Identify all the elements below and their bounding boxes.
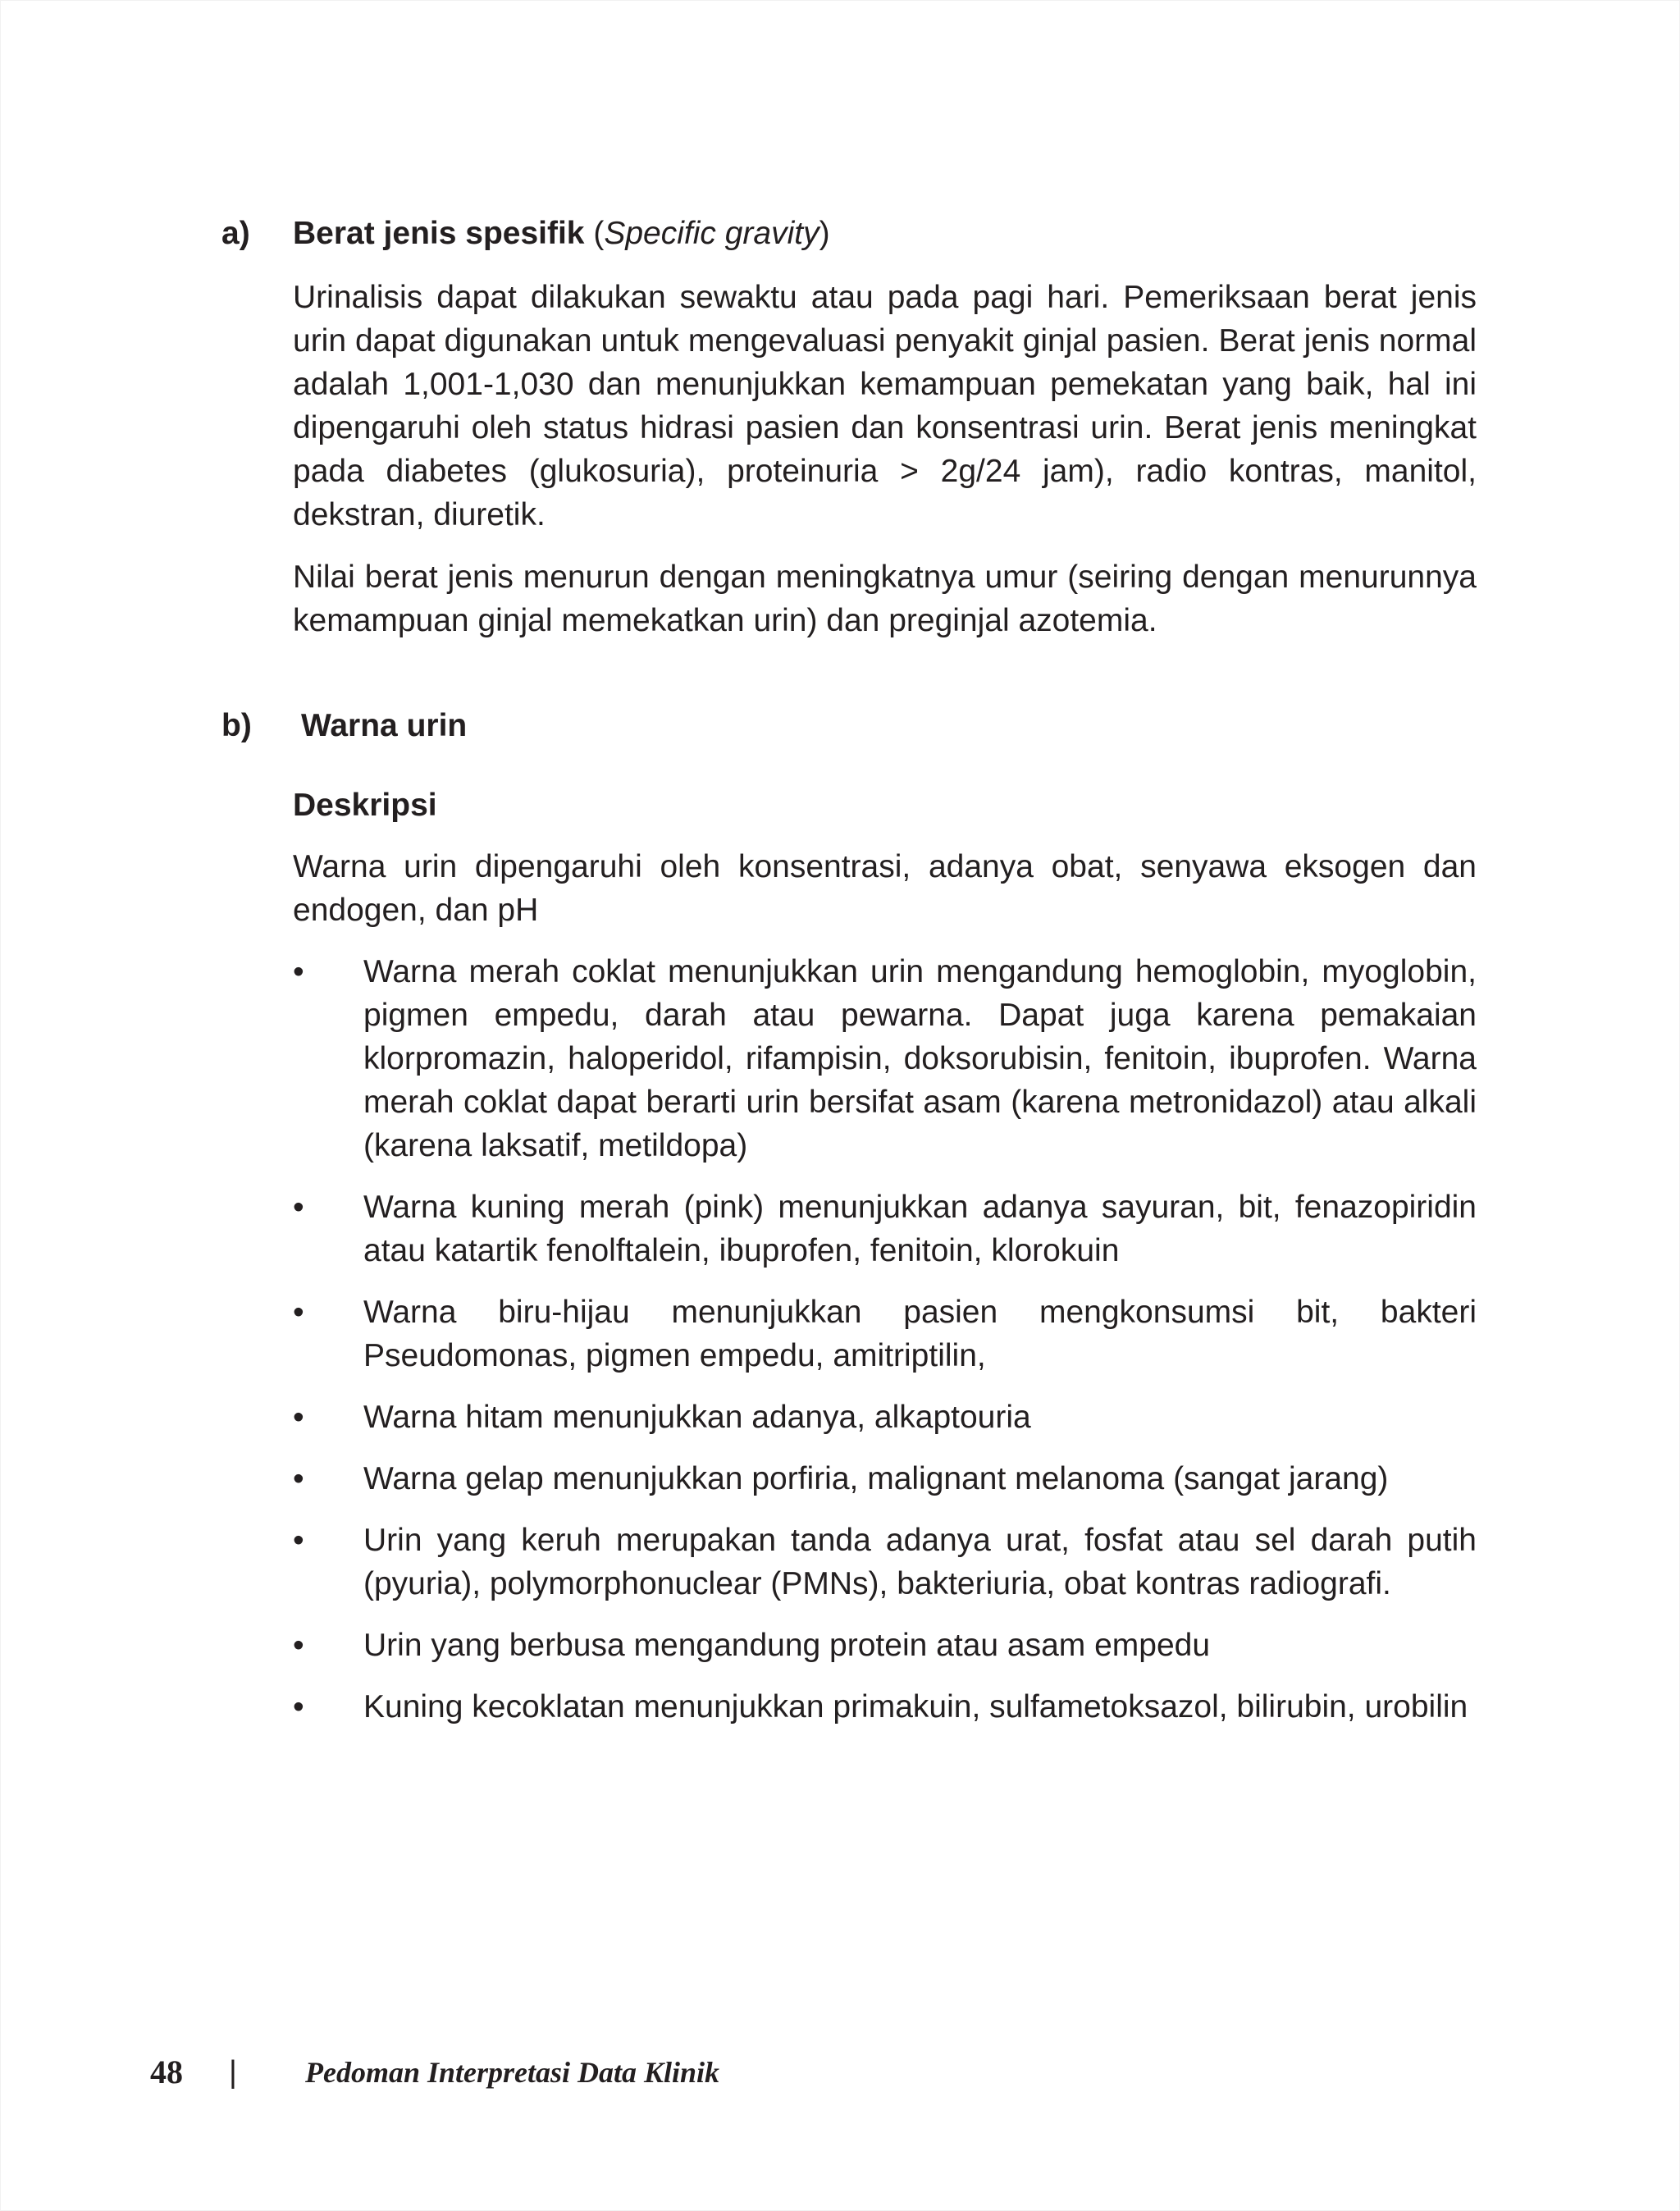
list-item <box>293 1185 1477 1272</box>
list-item <box>293 1457 1477 1501</box>
bullet-glyph: • <box>293 1628 304 1663</box>
list-item-text: Urin yang berbusa mengandung protein atau asam empedu <box>363 1628 1211 1663</box>
list-item <box>293 1396 1477 1439</box>
bullet-glyph: • <box>293 1523 304 1558</box>
bullet-glyph: • <box>293 1190 304 1225</box>
section-a-body <box>293 276 1477 642</box>
bullet-glyph: • <box>293 1461 304 1496</box>
section-b-intro: Warna urin dipengaruhi oleh konsentrasi, adanya obat, senyawa eksogen dan endogen, dan pH <box>293 849 1477 928</box>
list-item-text: Warna biru-hijau menunjukkan pasien mengkonsumsi bit, bakteri Pseudomonas, pigmen empedu, amitriptilin, <box>363 1295 1477 1373</box>
list-item <box>293 1291 1477 1377</box>
section-a-paragraph-2: Nilai berat jenis menurun dengan meningkatnya umur (seiring dengan menurunnya kemampuan ginjal memekatkan urin) dan preginjal azotemia. <box>293 560 1477 638</box>
bullet-glyph: • <box>293 1295 304 1330</box>
section-b-title: Warna urin <box>301 708 468 743</box>
section-b-heading <box>221 704 1477 748</box>
list-item <box>293 1685 1477 1729</box>
list-item-text: Kuning kecoklatan menunjukkan primakuin, sulfametoksazol, bilirubin, urobilin <box>363 1689 1468 1724</box>
list-item-text: Warna merah coklat menunjukkan urin mengandung hemoglobin, myoglobin, pigmen empedu, darah atau pewarna. Dapat juga karena pemakaian klorpromazin, haloperidol, rifampisin, doksorubisin, fenitoin, ibuprofen. Warna merah coklat dapat berarti urin bersifat asam (karena metronidazol) atau alkali (karena laksatif, metildopa) <box>363 954 1477 1163</box>
list-item-text: Warna kuning merah (pink) menunjukkan adanya sayuran, bit, fenazopiridin atau katartik fenolftalein, ibuprofen, fenitoin, klorokuin <box>363 1190 1477 1268</box>
color-bullet-list <box>293 950 1477 1729</box>
book-title: Pedoman Interpretasi Data Klinik <box>305 2056 720 2089</box>
section-b-body <box>293 783 1477 1729</box>
section-b-subheading: Deskripsi <box>293 788 437 823</box>
page-content <box>221 212 1477 1729</box>
section-a-title-close-paren: ) <box>819 216 830 251</box>
bullet-glyph: • <box>293 1689 304 1724</box>
list-item-text: Warna hitam menunjukkan adanya, alkaptouria <box>363 1400 1031 1435</box>
section-a-title-italic: Specific gravity <box>604 216 819 251</box>
list-item <box>293 950 1477 1167</box>
section-a-title <box>293 212 1477 256</box>
footer-separator: | <box>229 2055 237 2090</box>
bullet-glyph: • <box>293 954 304 989</box>
list-item-text: Warna gelap menunjukkan porfiria, malignant melanoma (sangat jarang) <box>363 1461 1389 1496</box>
section-a-paragraph-1: Urinalisis dapat dilakukan sewaktu atau pada pagi hari. Pemeriksaan berat jenis urin dapat digunakan untuk mengevaluasi penyakit ginjal pasien. Berat jenis normal adalah 1,001-1,030 dan menunjukkan kemampuan pemekatan yang baik, hal ini dipengaruhi oleh status hidrasi pasien dan konsentrasi urin. Berat jenis meningkat pada diabetes (glukosuria), proteinuria > 2g/24 jam), radio kontras, manitol, dekstran, diuretik. <box>293 280 1477 532</box>
list-item-text: Urin yang keruh merupakan tanda adanya urat, fosfat atau sel darah putih (pyuria), polymorphonuclear (PMNs), bakteriuria, obat kontras radiografi. <box>363 1523 1477 1601</box>
section-a-heading <box>221 212 1477 256</box>
section-a-letter: a) <box>221 216 250 251</box>
list-item <box>293 1624 1477 1667</box>
section-a-title-bold: Berat jenis spesifik <box>293 216 585 251</box>
list-item <box>293 1519 1477 1606</box>
bullet-glyph: • <box>293 1400 304 1435</box>
section-a-title-open-paren: ( <box>584 216 605 251</box>
page-number: 48 <box>150 2053 183 2090</box>
section-b-letter: b) <box>221 708 252 743</box>
